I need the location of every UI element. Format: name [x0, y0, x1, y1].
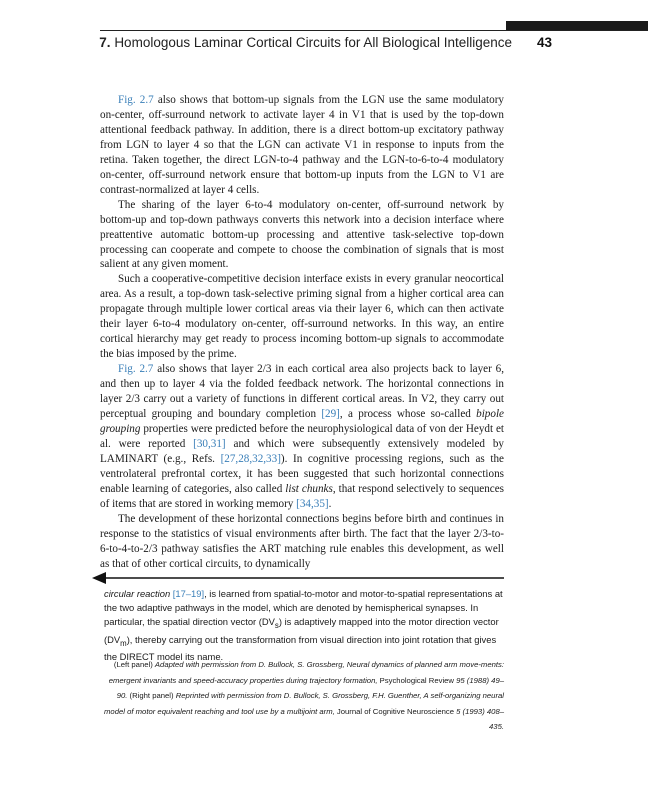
- citation-link[interactable]: [17–19]: [172, 588, 205, 599]
- citation-link[interactable]: [30,31]: [193, 437, 226, 450]
- citation-link[interactable]: [29]: [321, 408, 340, 421]
- emphasis: bipole grouping: [100, 408, 504, 435]
- paragraph-1: Fig. 2.7 also shows that bottom-up signals from the LGN use the same modulatory on-center, off-surround network to activate layer 4 in V1 that is used by the top-down attentional feedback pathway. In addition, there is a direct bottom-up excitatory pathway from LGN to layer 4 so that the LGN can activate V1 in response to inputs from the retina. Taken together, the direct LGN-to-4 pathway and the LGN-to-6-to-4 modulatory on-center, off-surround network ensure that bottom-up inputs from the LGN to V1 are contrast-normalized at layer 4 cells.: [100, 94, 504, 196]
- citation-link[interactable]: [34,35]: [296, 497, 329, 510]
- paragraph-5: The development of these horizontal connections begins before birth and continues in response to the statistics of visual environments after birth. The fact that the layer 2/3-to-6-to-4-to-2/3 pathway satisfies the ART matching rule enables this development, as well as that of other cortical circuits, to dynamically: [100, 512, 504, 570]
- figure-link[interactable]: Fig. 2.7: [118, 363, 154, 376]
- page-number: 43: [536, 35, 552, 50]
- paragraph-2: The sharing of the layer 6-to-4 modulatory on-center, off-surround network by bottom-up and top-down pathways converts this network into a decision interface where preattentive automatic bottom-up processing and attentive task-selective top-down processing can cooperate and compete to choose the combination of signals that is most salient at any given moment.: [100, 198, 504, 271]
- paragraph-4: Fig. 2.7 also shows that layer 2/3 in each cortical area also projects back to layer 6, and then up to layer 4 via the folded feedback network. The horizontal connections in layer 2/3 carry out a variety of functions in different cortical areas. In V2, they carry out perceptual grouping and boundary completion [29], a process whose so-called bipole grouping properties were predicted before the neurophysiological data of von der Heydt et al. were reported [30,31] and which were subsequently extensively modeled by LAMINART (e.g., Refs. [27,28,32,33]). In cognitive processing regions, such as the ventrolateral prefrontal cortex, it has been suggested that such horizontal connections enable learning of categories, also called list chunks, that respond selectively to sequences of items that are stored in working memory [34,35].: [100, 363, 505, 510]
- figure-caption: circular reaction [17–19], is learned from spatial-to-motor and motor-to-spatial representations at the two adaptive pathways in the model, which are denoted by hemispherical synapses. In particular, the spatial direction vector $(DV_s)$ is adaptively mapped into the motor direction vector $(DV_m)$, thereby carrying out the transformation from visual direction into joint rotation that gives the DIRECT model its name.: [104, 588, 503, 663]
- paragraph-3: Such a cooperative-competitive decision interface exists in every granular neocortical area. As a result, a top-down task-selective priming signal from a higher cortical area can propagate through multiple lower cortical areas via their layer 6, which can then activate their layer 6-to-4 modulatory on-center, off-surround networks. In this way, an entire cortical hierarchy may get ready to process incoming bottom-up signals to accommodate the bias imposed by the prime.: [100, 273, 504, 361]
- chapter-title-text: Homologous Laminar Cortical Circuits for All Biological Intelligence: [114, 35, 512, 50]
- figure-link[interactable]: Fig. 2.7: [118, 94, 154, 106]
- figure-credit: (Left panel) Adapted with permission from D. Bullock, S. Grossberg, Neural dynamics of planned arm move-ments: emergent invariants and speed-accuracy properties during trajectory formation, Psychological Review 95 (1988) 49–90. (Right panel) Reprinted with permission from D. Bullock, S. Grossberg, F.H. Guenther, A self-organizing neural model of motor equivalent reaching and tool use by a multijoint arm, Journal of Cognitive Neuroscience 5 (1993) 408–435.: [104, 660, 504, 732]
- caption-term: circular reaction: [104, 588, 171, 599]
- chapter-title: [99, 35, 512, 50]
- body-text: [100, 93, 504, 572]
- emphasis: list chunks: [285, 482, 333, 495]
- header-bar: [506, 21, 648, 30]
- citation-link[interactable]: [27,28,32,33]: [220, 452, 281, 465]
- left-arrow-icon: [92, 570, 504, 586]
- header-rule: [100, 30, 648, 31]
- running-head: [100, 35, 552, 53]
- chapter-number: 7.: [99, 35, 111, 50]
